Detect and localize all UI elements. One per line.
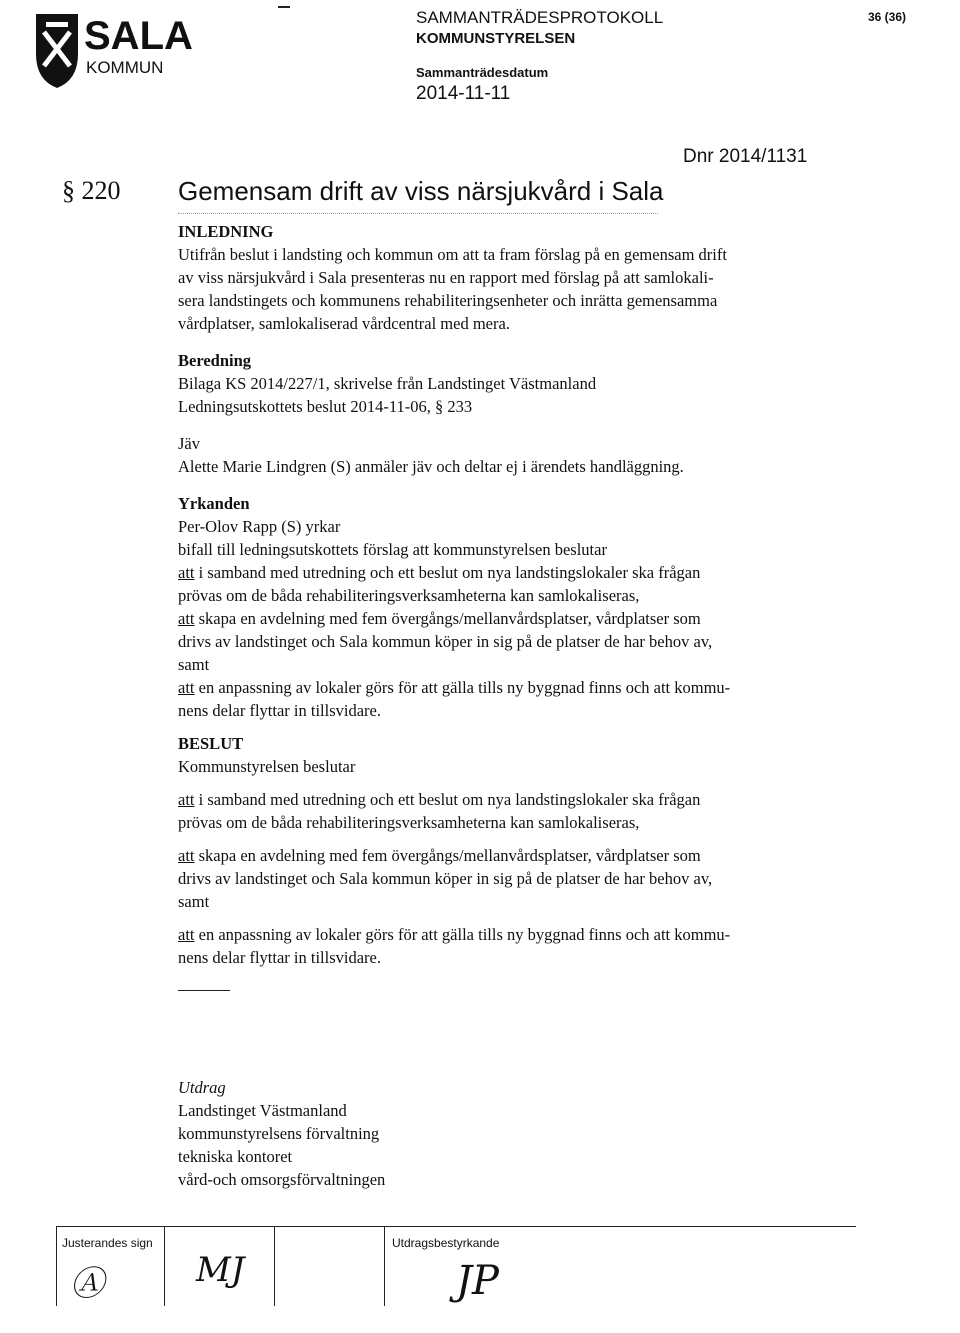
footer-divider xyxy=(56,1226,57,1306)
inledning-line: av viss närsjukvård i Sala presenteras nu en rapport med förslag på att samlokali- xyxy=(178,268,714,287)
att-clause xyxy=(178,923,818,946)
inledning-line: Utifrån beslut i landsting och kommun om att ta fram förslag på en gemensam drift xyxy=(178,245,727,264)
logo-sub: KOMMUN xyxy=(86,58,164,77)
att-text: en anpassning av lokaler görs för att gälla tills ny byggnad finns och att kommu- xyxy=(194,678,731,697)
utdrag-recipient: vård-och omsorgsförvaltningen xyxy=(178,1170,386,1189)
protocol-body xyxy=(178,220,818,969)
att-clause-cont: nens delar flyttar in tillsvidare. xyxy=(178,948,381,967)
protocol-title: SAMMANTRÄDESPROTOKOLL xyxy=(416,8,664,27)
att-word: att xyxy=(178,790,195,809)
att-text: skapa en avdelning med fem övergångs/mellanvårdsplatser, vårdplatser som xyxy=(194,609,701,628)
utdrag-recipient: tekniska kontoret xyxy=(178,1147,293,1166)
divider xyxy=(178,213,658,214)
inledning-line: vårdplatser, samlokaliserad vårdcentral med mera. xyxy=(178,314,510,333)
att-clause-cont: prövas om de båda rehabiliteringsverksamheterna kan samlokaliseras, xyxy=(178,813,640,832)
beslut-heading: BESLUT xyxy=(178,734,244,753)
signature-3: JP xyxy=(456,1258,499,1304)
att-clause-cont: samt xyxy=(178,655,210,674)
board-name: KOMMUNSTYRELSEN xyxy=(416,30,576,47)
signature-1: Ⓐ xyxy=(70,1264,104,1304)
att-word: att xyxy=(178,563,195,582)
dnr-number: Dnr 2014/1131 xyxy=(683,146,808,167)
utdrag-label: Utdragsbestyrkande xyxy=(392,1236,500,1250)
att-clause xyxy=(178,676,818,699)
top-mark xyxy=(278,6,290,8)
yrkanden-line: bifall till ledningsutskottets förslag att kommunstyrelsen beslutar xyxy=(178,540,607,559)
date-value: 2014-11-11 xyxy=(416,83,511,104)
yrkanden-heading: Yrkanden xyxy=(178,494,250,513)
att-word: att xyxy=(178,609,195,628)
att-word: att xyxy=(178,846,195,865)
yrkanden-line: Per-Olov Rapp (S) yrkar xyxy=(178,517,341,536)
footer-divider xyxy=(274,1226,275,1306)
justerandes-label: Justerandes sign xyxy=(62,1236,153,1250)
footer-divider xyxy=(384,1226,385,1306)
att-word: att xyxy=(178,678,195,697)
inledning-heading: INLEDNING xyxy=(178,222,274,241)
paragraph-number: § 220 xyxy=(62,176,121,205)
att-word: att xyxy=(178,925,195,944)
att-text: i samband med utredning och ett beslut om nya landstingslokaler ska frågan xyxy=(194,563,701,582)
att-clause-cont: drivs av landstinget och Sala kommun köper in sig på de platser de har behov av, xyxy=(178,632,713,651)
footer-divider xyxy=(164,1226,165,1306)
jav-line: Alette Marie Lindgren (S) anmäler jäv och deltar ej i ärendets handläggning. xyxy=(178,457,684,476)
coat-of-arms-icon xyxy=(32,10,82,90)
att-clause-cont: prövas om de båda rehabiliteringsverksamheterna kan samlokaliseras, xyxy=(178,586,640,605)
beredning-heading: Beredning xyxy=(178,351,252,370)
att-clause xyxy=(178,788,818,811)
beredning-line: Bilaga KS 2014/227/1, skrivelse från Landstinget Västmanland xyxy=(178,374,597,393)
utdrag-section xyxy=(178,1076,598,1191)
inledning-line: sera landstingets och kommunens rehabiliteringsenheter och inrätta gemensamma xyxy=(178,291,718,310)
att-clause xyxy=(178,844,818,867)
end-rule xyxy=(178,990,230,991)
date-label: Sammanträdesdatum xyxy=(416,65,549,80)
logo-name: SALA xyxy=(84,14,193,58)
signature-2: MJ xyxy=(196,1250,245,1290)
att-text: en anpassning av lokaler görs för att gälla tills ny byggnad finns och att kommu- xyxy=(194,925,731,944)
page-number: 36 (36) xyxy=(868,10,907,24)
utdrag-recipient: kommunstyrelsens förvaltning xyxy=(178,1124,380,1143)
jav-heading: Jäv xyxy=(178,434,200,453)
beslut-intro: Kommunstyrelsen beslutar xyxy=(178,757,356,776)
utdrag-recipient: Landstinget Västmanland xyxy=(178,1101,347,1120)
att-clause-cont: samt xyxy=(178,892,210,911)
att-clause xyxy=(178,607,818,630)
case-title: Gemensam drift av viss närsjukvård i Sala xyxy=(178,176,664,206)
footer-rule xyxy=(56,1226,856,1227)
att-clause-cont: nens delar flyttar in tillsvidare. xyxy=(178,701,381,720)
beredning-line: Ledningsutskottets beslut 2014-11-06, § 233 xyxy=(178,397,473,416)
utdrag-heading: Utdrag xyxy=(178,1078,226,1097)
att-clause-cont: drivs av landstinget och Sala kommun köper in sig på de platser de har behov av, xyxy=(178,869,713,888)
att-text: i samband med utredning och ett beslut om nya landstingslokaler ska frågan xyxy=(194,790,701,809)
att-clause xyxy=(178,561,818,584)
att-text: skapa en avdelning med fem övergångs/mellanvårdsplatser, vårdplatser som xyxy=(194,846,701,865)
